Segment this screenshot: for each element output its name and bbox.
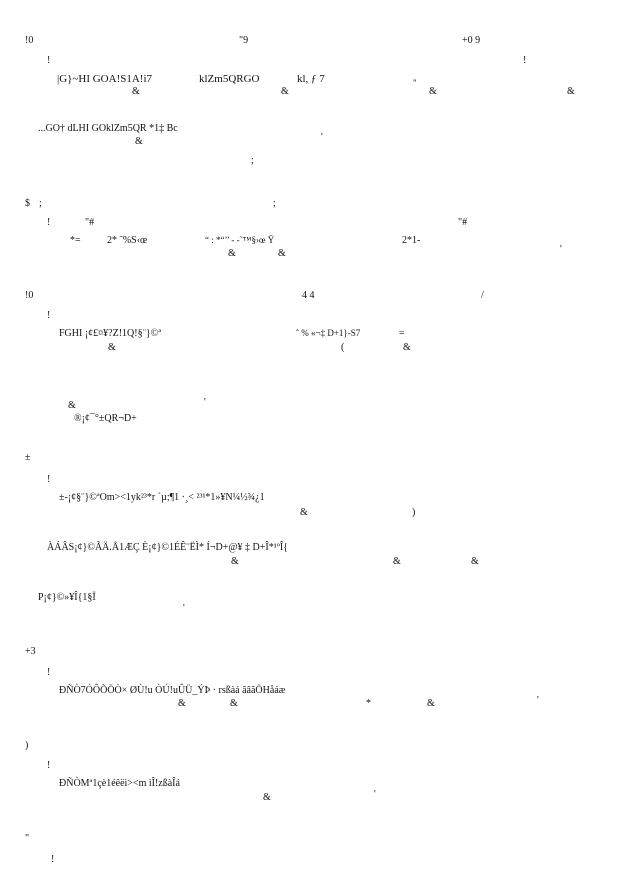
- section2-row-b: 2* ˜%S‹œ: [107, 235, 148, 246]
- block1-row2: ...GO† dLHI GOklZm5QR *1‡ Bc: [38, 123, 178, 134]
- section3-slash: /: [481, 290, 484, 301]
- section2-row-a: *=: [70, 235, 81, 246]
- section4-row3: P¡¢}©»¥Î{1§Ï: [38, 592, 96, 603]
- section2-amp-1: &: [228, 248, 236, 259]
- block1-amp-1: &: [132, 86, 140, 97]
- section2-hash-1: "#: [85, 217, 95, 228]
- section4-row2-amp-3: &: [471, 556, 479, 567]
- section3-amp-1: &: [108, 342, 116, 353]
- block1-row1-b: klZm5QRGO: [199, 73, 260, 85]
- section5-tick: ': [537, 695, 539, 706]
- section3-number: !0: [25, 290, 34, 301]
- block1-row2-semi: ;: [251, 155, 254, 166]
- section2-amp-2: &: [278, 248, 286, 259]
- section7-bang: !: [51, 854, 55, 865]
- section4-row2: ÀÁÂS¡¢}©ÃÄ.Å1ÆÇ È¡¢}©1ÉÊ¨ËÌ* Í¬D+@¥ ‡ D+Î*¹ºÎ{: [47, 542, 288, 553]
- section3-amp-2: &: [403, 342, 411, 353]
- section3-tick: ': [204, 397, 206, 408]
- section6-amp: &: [263, 792, 271, 803]
- section2-row-d: 2*1-: [402, 235, 421, 246]
- block1-amp-3: &: [429, 86, 437, 97]
- block1-row2-amp: &: [135, 136, 143, 147]
- block1-bang-right: !: [523, 55, 527, 66]
- section5-amp-2: &: [230, 698, 238, 709]
- section3-bang: !: [47, 310, 51, 321]
- section5-number: +3: [25, 646, 36, 657]
- section2-semi-2: ;: [273, 198, 276, 209]
- section3-mid: 4 4: [302, 290, 315, 301]
- block1-row2-tick: ': [321, 132, 323, 143]
- block1-bang-left: !: [47, 55, 51, 66]
- section3-row2: ®¡¢¯°±QR¬D+: [74, 413, 137, 424]
- section5-row1: ÐÑÒ7ÓÔÕÖÒ× ØÙ!u ÒÚ!uÛÜ_ÝÞ · rsßàá ââãÖHåáæ: [59, 685, 286, 696]
- section4-row1: ±-¡¢§¨}©ªOm><1yk²³*r ´µ;¶1 ·¸< ²³¹*1»¥N¼½¾¿1: [59, 492, 265, 503]
- section4-bang: !: [47, 474, 51, 485]
- section2-semi-1: ;: [39, 198, 42, 209]
- section4-row2-amp-1: &: [231, 556, 239, 567]
- block1-amp-2: &: [281, 86, 289, 97]
- block1-row1-a: |G}~HI GOA!S1A!i7: [57, 73, 153, 85]
- section3-paren: (: [341, 342, 345, 353]
- section3-row1-b: ˆ % «¬‡ D+1}-S7: [296, 328, 361, 338]
- section4-row1-paren: ): [412, 507, 416, 518]
- section2-tick: ': [560, 244, 562, 255]
- section4-row3-tick: ': [183, 603, 185, 614]
- section6-bang: !: [47, 760, 51, 771]
- section5-amp-1: &: [178, 698, 186, 709]
- block1-row1-c: kl, ƒ 7: [297, 73, 325, 85]
- section4-row2-amp-2: &: [393, 556, 401, 567]
- section6-number: ): [25, 740, 29, 751]
- section5-bang: !: [47, 667, 51, 678]
- section2-row-c: “ : *“’’ - -˜™§›œ Ÿ: [205, 235, 275, 245]
- section3-amp-3: &: [68, 400, 76, 411]
- section3-row1-a: FGHI ¡¢£¤¥?Z!1Q!§¨}©ª: [59, 328, 162, 339]
- section2-hash-2: "#: [458, 217, 468, 228]
- section5-star: *: [366, 698, 371, 709]
- section5-amp-3: &: [427, 698, 435, 709]
- header-left: !0: [25, 35, 34, 46]
- section6-row1: ÐÑÒMª1çè1éêëì><m ìÎ!zßàÎá: [59, 778, 180, 789]
- header-right: +0 9: [462, 35, 481, 46]
- section2-number: $: [25, 198, 30, 209]
- block1-amp-4: &: [567, 86, 575, 97]
- section4-row1-amp: &: [300, 507, 308, 518]
- header-mid: "9: [239, 35, 249, 46]
- section2-bang: !: [47, 217, 51, 228]
- section6-tick: ': [374, 789, 376, 800]
- section3-row1-c: =: [399, 328, 405, 339]
- section4-number: ±: [25, 452, 31, 463]
- section7-number: ": [25, 833, 30, 844]
- block1-row1-quote: ": [413, 78, 417, 88]
